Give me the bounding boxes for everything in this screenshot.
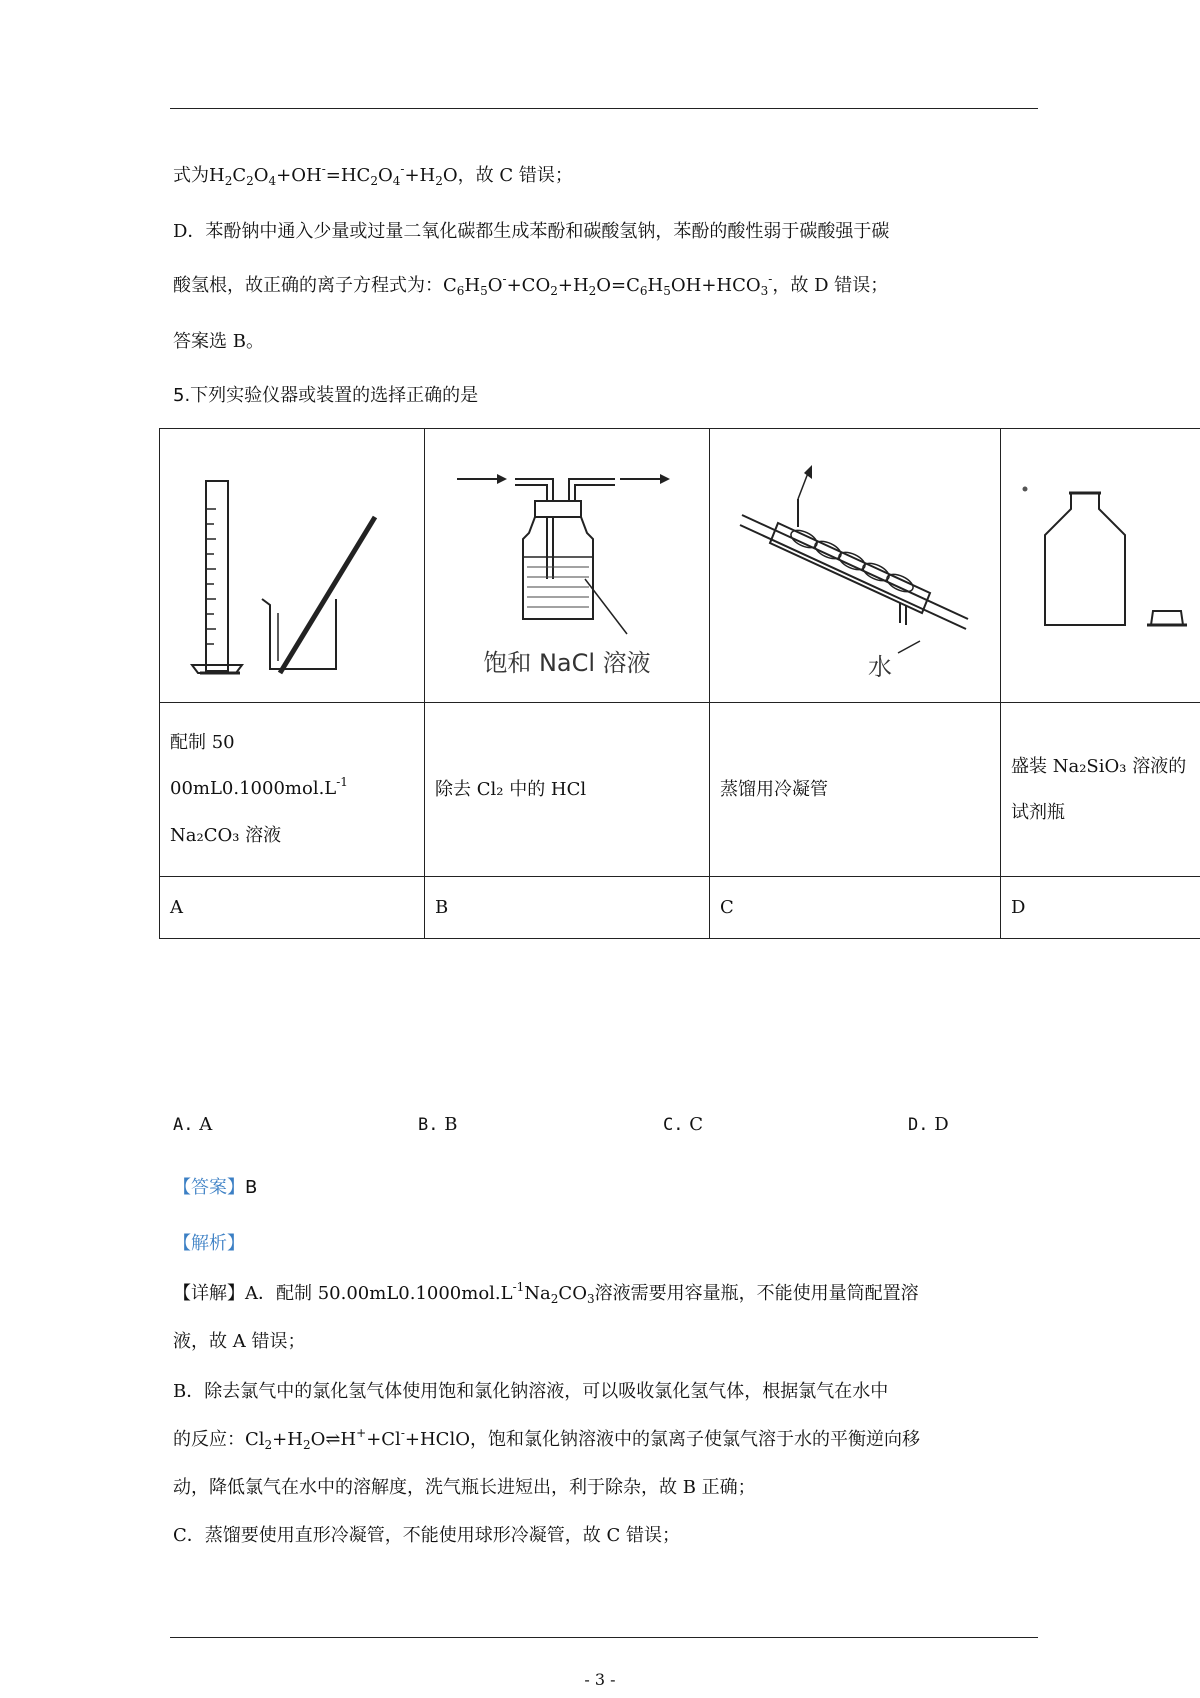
saturated-nacl-caption: 饱和 NaCl 溶液 (483, 649, 651, 677)
detail-line-1: 【详解】A．配制 $50.00mL0.1000mol.L^{-1}Na_2CO_3$溶液需要用容量瓶，不能使用量筒配置溶 (173, 1280, 919, 1306)
text-line-4: 答案选 B。 (173, 331, 264, 352)
detail-line-3: B．除去氯气中的氯化氢气体使用饱和氯化钠溶液，可以吸收氯化氢气体，根据氯气在水中 (173, 1381, 889, 1402)
cell-a-label: A (160, 877, 425, 939)
option-c: C. C (663, 1114, 703, 1135)
cell-c-description: 蒸馏用冷凝管 (710, 703, 1001, 877)
answer-value: B (245, 1177, 258, 1198)
cell-d-label: D (1001, 877, 1200, 939)
reagent-bottle-image (1011, 429, 1200, 697)
detail-line-5: 动，降低氯气在水中的溶解度，洗气瓶长进短出，利于除杂，故 B 正确； (173, 1477, 756, 1498)
cell-c-label: C (710, 877, 1001, 939)
answer-line (173, 1174, 257, 1202)
cell-b-image (425, 429, 710, 703)
cell-d-image (1001, 429, 1200, 703)
header-rule (170, 108, 1038, 109)
detail-line-4: 的反应：$Cl_2+H_2O\rightleftharpoons H^++Cl^-+HClO$，饱和氯化钠溶液中的氯离子使氯气溶于水的平衡逆向移 (173, 1426, 920, 1452)
cell-a-image (160, 429, 425, 703)
option-b: B. B (418, 1114, 458, 1135)
text-line-1: 式为$H_2C_2O_4+OH^-=HC_2O_4^-+H_2O$，故 C 错误； (173, 162, 573, 188)
footer-rule (170, 1637, 1038, 1638)
question-5-title: 5.下列实验仪器或装置的选择正确的是 (173, 385, 479, 406)
option-d: D. D (908, 1114, 949, 1135)
apparatus-table (159, 428, 1200, 939)
cell-d-description: 盛装 Na₂SiO₃ 溶液的 试剂瓶 (1001, 703, 1200, 877)
page-number: - 3 - (584, 1670, 616, 1689)
graduated-cylinder-and-beaker-image (170, 429, 414, 697)
analysis-tag: 【解析】 (173, 1233, 245, 1254)
detail-line-6: C．蒸馏要使用直形冷凝管，不能使用球形冷凝管，故 C 错误； (173, 1525, 680, 1546)
text-line-3: 酸氢根，故正确的离子方程式为：$C_6H_5O^-+CO_2+H_2O=C_6H_5OH+HCO_3^-$，故 D 错误； (173, 272, 889, 298)
detail-line-2: 液，故 A 错误； (173, 1331, 306, 1352)
cell-b-label: B (425, 877, 710, 939)
gas-washing-bottle-image (435, 429, 699, 697)
water-caption: 水 (868, 653, 892, 681)
answer-tag: 【答案】 (173, 1177, 245, 1198)
cell-c-image (710, 429, 1001, 703)
bulb-condenser-image (720, 429, 990, 697)
option-a: A. A (173, 1114, 213, 1135)
cell-b-description: 除去 Cl₂ 中的 HCl (425, 703, 710, 877)
cell-a-description: 配制 50 $00mL0.1000mol.L^{-1}$ Na₂CO₃ 溶液 (160, 703, 425, 877)
text-line-2: D．苯酚钠中通入少量或过量二氧化碳都生成苯酚和碳酸氢钠，苯酚的酸性弱于碳酸强于碳 (173, 221, 890, 242)
